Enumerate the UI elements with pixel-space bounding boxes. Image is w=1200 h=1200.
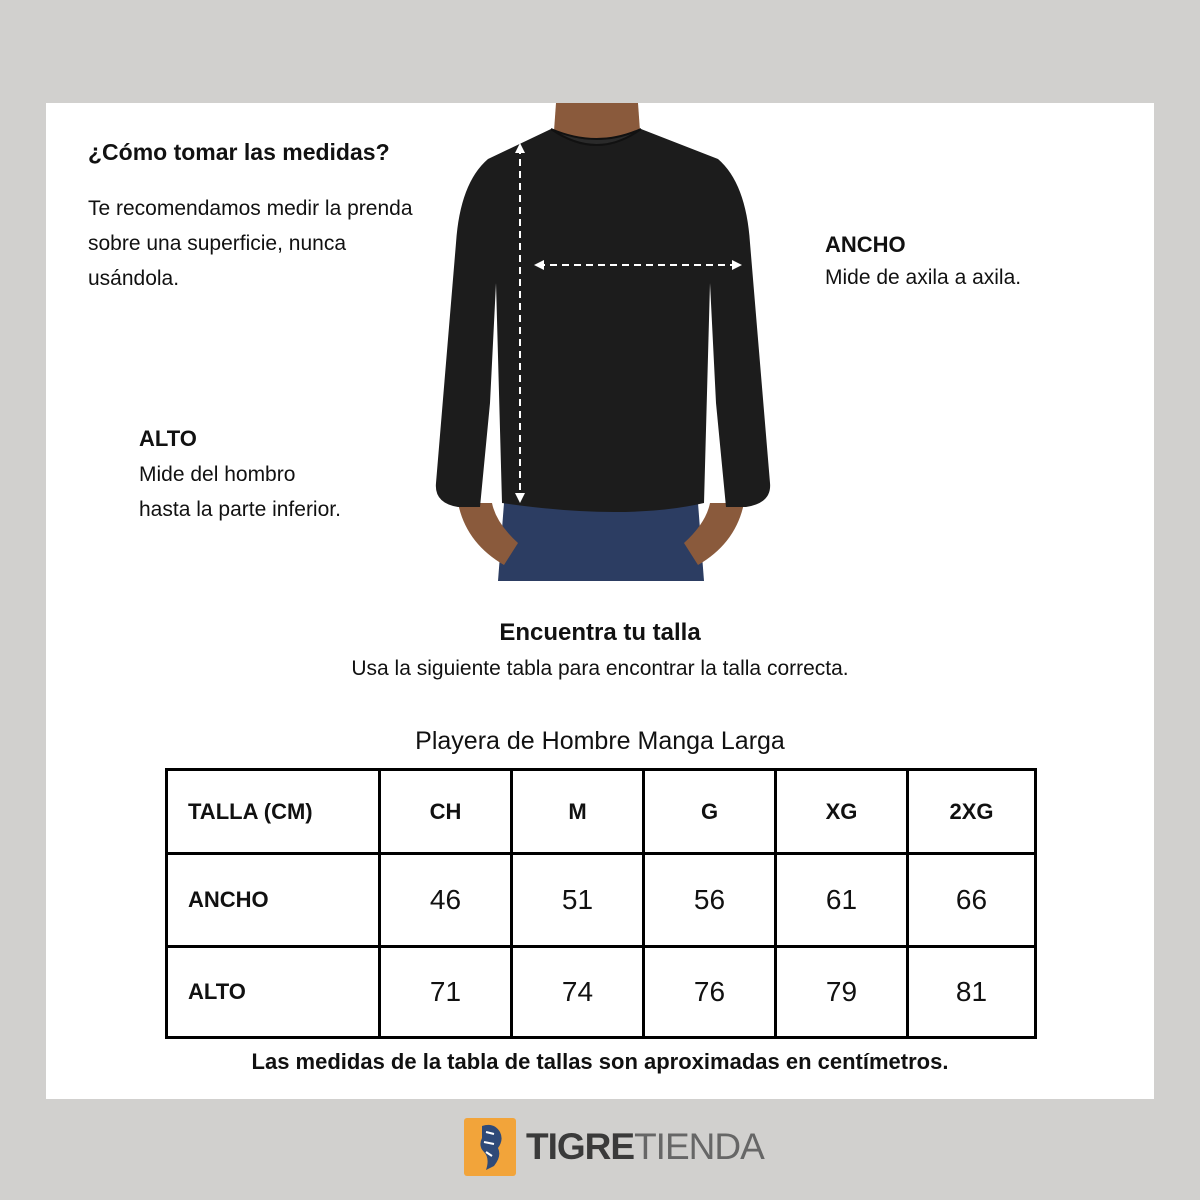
header-cell-2xg: 2XG [908,770,1036,854]
row-label-ancho: ANCHO [167,854,380,947]
size-table [165,768,1037,1039]
table-row-alto [167,947,1036,1038]
table-cell: 61 [776,854,908,947]
table-cell: 46 [380,854,512,947]
size-table-caption: Playera de Hombre Manga Larga [415,727,785,755]
header-cell-m: M [512,770,644,854]
table-cell: 74 [512,947,644,1038]
logo-wordmark-bold: TIGRE [526,1126,635,1167]
header-cell-xg: XG [776,770,908,854]
table-cell: 66 [908,854,1036,947]
tiger-logo-icon [464,1118,516,1176]
ancho-text: Mide de axila a axila. [825,266,1022,289]
how-to-measure-text: Te recomendamos medir la prenda sobre una superficie, nunca usándola. [88,197,413,290]
table-cell: 81 [908,947,1036,1038]
find-size-subtitle: Usa la siguiente tabla para encontrar la talla correcta. [351,657,849,680]
table-cell: 51 [512,854,644,947]
header-cell-g: G [644,770,776,854]
table-cell: 76 [644,947,776,1038]
size-guide-card [46,103,1154,1099]
logo-wordmark-light: TIENDA [634,1126,764,1167]
find-size-title: Encuentra tu talla [499,619,701,646]
table-cell: 79 [776,947,908,1038]
table-row-ancho [167,854,1036,947]
ancho-title: ANCHO [825,232,906,257]
row-label-alto: ALTO [167,947,380,1038]
logo-wordmark [526,1126,764,1168]
tigretienda-logo [464,1118,764,1176]
table-cell: 71 [380,947,512,1038]
header-cell-talla: TALLA (CM) [167,770,380,854]
alto-text [139,457,419,527]
alto-text-line1: Mide del hombro [139,463,296,486]
alto-text-line2: hasta la parte inferior. [139,498,341,521]
alto-title: ALTO [139,426,197,451]
long-sleeve-shirt-illustration [426,103,776,581]
how-to-measure-title: ¿Cómo tomar las medidas? [88,139,390,165]
table-cell: 56 [644,854,776,947]
measurement-note: Las medidas de la tabla de tallas son aproximadas en centímetros. [251,1049,949,1074]
size-table-header-row [167,770,1036,854]
header-cell-ch: CH [380,770,512,854]
